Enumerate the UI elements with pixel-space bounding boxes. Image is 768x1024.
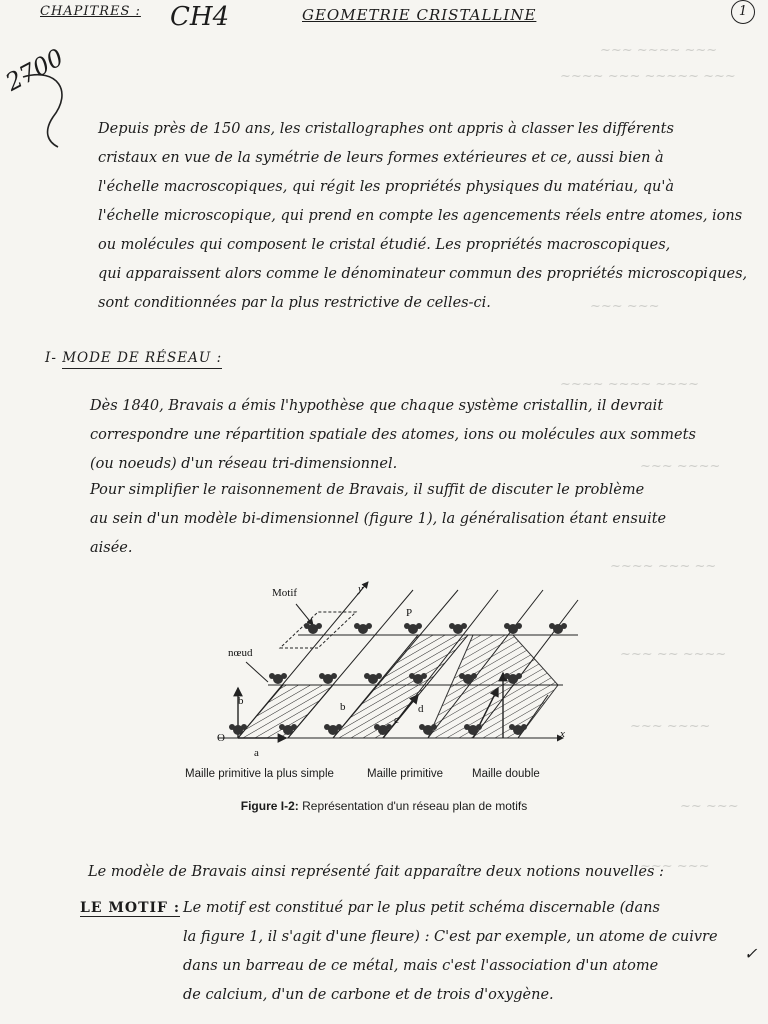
section-number: I- [45, 350, 57, 366]
section-paragraph-2 [90, 476, 666, 563]
label-b: b [238, 695, 244, 707]
motif-line: la figure 1, il s'agit d'une fleure) : C'est par exemple, un atome de cuivre [183, 929, 718, 945]
intro-line: l'échelle microscopique, qui prend en compte les agencements réels entre atomes, ions [98, 208, 743, 224]
margin-mark: 2700 [1, 43, 69, 97]
paragraph-line: au sein d'un modèle bi-dimensionnel (figure 1), la généralisation étant ensuite [90, 511, 667, 527]
figure-sublabel: Maille double [472, 768, 540, 780]
motif-line: Le motif est constitué par le plus petit schéma discernable (dans [183, 900, 660, 916]
label-d: d [418, 703, 424, 715]
figure-caption-text: Représentation d'un réseau plan de motifs [298, 799, 528, 813]
label-motif: Motif [272, 587, 298, 599]
check-mark: ✓ [744, 944, 758, 963]
label-noeud: nœud [228, 647, 253, 659]
document-page: ~~~ ~~~~ ~~~ ~~~~ ~~~ ~~~~~ ~~~ ~~~ ~~~ ~~~~ ~~~~ ~~~~ ~~~ ~~~~ ~~~~ ~~~ ~~ ~~~ ~~ ~~~~ ~~~ ~~~~ ~~ ~~~ ~~~ ~~~ CHAPITRES : CH4 GEOMETRIE CRISTALLINE 1 2700 Depuis près de 150 ans, les cristallographes ont appris à classer les différents cristaux en vue de la symétrie de leurs formes extérieures et ce, aussi bien à l'échelle macroscopiques, qui régit les propriétés physiques du matériau, qu'à l'échelle microscopique, qui prend en compte les agencements réels entre atomes, ions ou molécules qui composent le cristal étudié. Les propriétés macroscopiques, qui apparaissent alors comme le dénominateur commun des propriétés microscopiques, sont conditionnées par la plus restrictive de celles-ci. I- MODE DE RÉSEAU : Dès 1840, Bravais a émis l'hypothèse que chaque système cristallin, il devrait correspondre une répartition spatiale des atomes, ions ou molécules aux sommets (ou noeuds) d'un réseau tri-dimensionnel. Pour simplifier le raisonnement de Bravais, il suffit de discuter le problème au sein d'un modèle bi-dimensionnel (figure 1), la généralisation étant ensuite aisée. Motif y nœud P O x a b b c d Maille primitive la plus simple Maille primitive Maille double Figure I-2: Représentation d'un réseau plan de motifs Le modèle de Bravais ainsi représenté fait apparaître deux notions nouvelles : LE MOTIF : Le motif est constitué par le plus petit schéma discernable (dans la figure 1, il s'agit d'une fleure) : C'est par exemple, un atome de cuivre dans un barreau de ce métal, mais c'est l'association d'un atome de calcium, d'un de carbone et de trois d'oxygène. ✓ [0, 0, 768, 1024]
chapter-number: CH4 [170, 2, 230, 32]
intro-line: ou molécules qui composent le cristal étudié. Les propriétés macroscopiques, [98, 237, 671, 253]
intro-line: l'échelle macroscopiques, qui régit les propriétés physiques du matériau, qu'à [98, 179, 674, 195]
paragraph-line: Pour simplifier le raisonnement de Bravais, il suffit de discuter le problème [90, 482, 645, 498]
section-paragraph-1 [90, 392, 696, 479]
label-p: P [406, 607, 413, 619]
label-o: O [217, 732, 225, 744]
intro-line: Depuis près de 150 ans, les cristallographes ont appris à classer les différents [98, 121, 674, 137]
page-number: 1 [731, 0, 755, 24]
motif-label: LE MOTIF : [80, 900, 181, 916]
label-c: c [394, 714, 399, 726]
page-title: GEOMETRIE CRISTALLINE [302, 6, 537, 24]
intro-line: qui apparaissent alors comme le dénominateur commun des propriétés microscopiques, [98, 266, 748, 282]
figure-caption-number: Figure I-2: [240, 799, 299, 813]
section-heading [45, 350, 222, 366]
chapter-label: CHAPITRES : [40, 4, 141, 19]
motif-definition [183, 894, 718, 1010]
label-a: a [254, 747, 259, 759]
margin-swoosh [18, 62, 78, 152]
paragraph-line: aisée. [90, 540, 133, 556]
figure-caption [0, 799, 768, 813]
intro-line: sont conditionnées par la plus restrictive de celles-ci. [98, 295, 491, 311]
label-x: x [560, 728, 565, 740]
paragraph-line: Dès 1840, Bravais a émis l'hypothèse que chaque système cristallin, il devrait [90, 398, 664, 414]
notions-intro: Le modèle de Bravais ainsi représenté fait apparaître deux notions nouvelles : [88, 864, 664, 880]
label-b2: b [340, 701, 346, 713]
motif-line: dans un barreau de ce métal, mais c'est l'association d'un atome [183, 958, 659, 974]
figure-sublabel: Maille primitive [367, 768, 444, 780]
paragraph-line: correspondre une répartition spatiale des atomes, ions ou molécules aux sommets [90, 427, 696, 443]
intro-paragraph [98, 115, 747, 318]
section-title: MODE DE RÉSEAU : [62, 350, 222, 369]
label-y: y [358, 583, 363, 595]
figure-sublabel: Maille primitive la plus simple [185, 768, 334, 780]
motif-line: de calcium, d'un de carbone et de trois d'oxygène. [183, 987, 554, 1003]
lattice-figure [168, 580, 628, 780]
intro-line: cristaux en vue de la symétrie de leurs formes extérieures et ce, aussi bien à [98, 150, 664, 166]
paragraph-line: (ou noeuds) d'un réseau tri-dimensionnel. [90, 456, 398, 472]
